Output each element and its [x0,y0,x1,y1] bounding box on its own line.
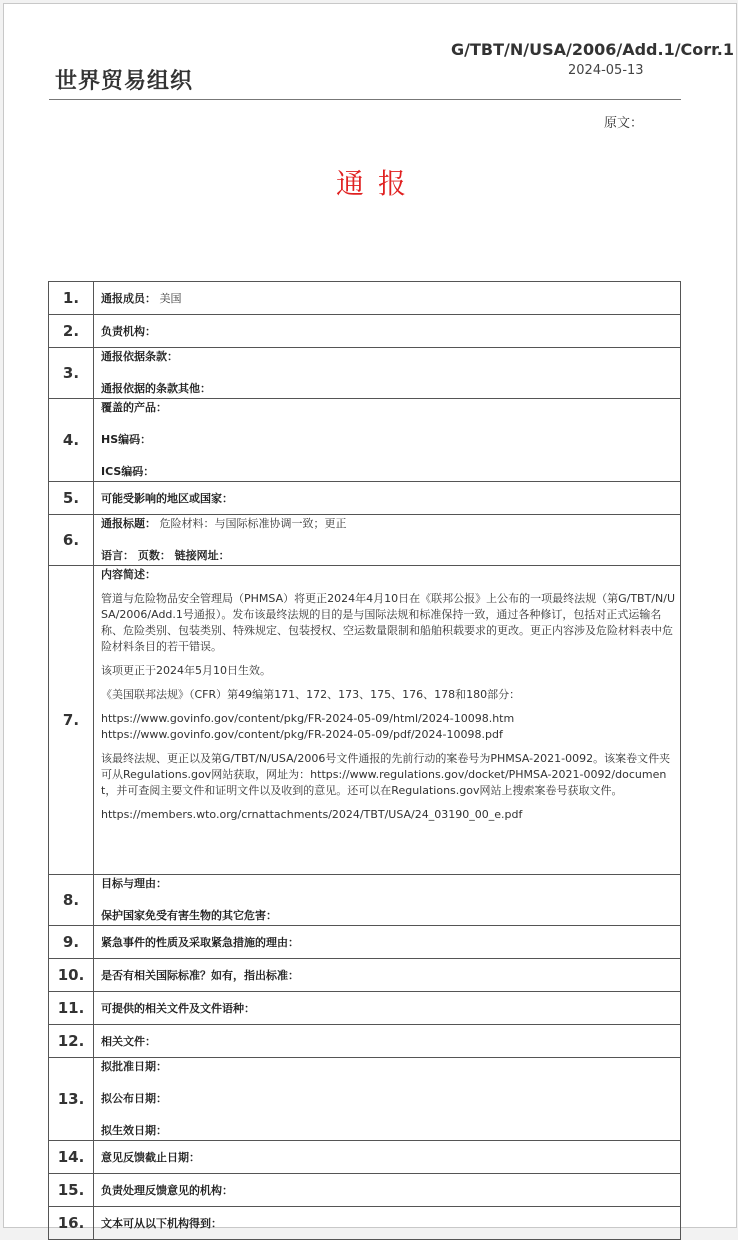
link-group [101,711,678,743]
row-content [94,1174,681,1207]
field-value: 美国 [159,292,182,305]
table-row [49,875,681,926]
org-name: 世界贸易组织 [55,69,194,94]
field-label: 相关文件： [101,1035,156,1048]
table-row [49,348,681,399]
table-row [49,1207,681,1240]
spacer [101,416,680,432]
docket-paragraph: 该最终法规、更正以及第G/TBT/N/USA/2006号文件通报的先前行动的案卷号为PHMSA-2021-0092。该案卷文件夹可从Regulations.gov网站获取，网址为：https://www.regulations.gov/docket/PHMSA-2021-0092/document，并可查阅主要文件和证明文件以及收到的意见。还可以在Regulations.gov网站上搜索案卷号获取文件。 [101,752,671,797]
field-label: 紧急事件的性质及采取紧急措施的理由： [101,936,299,949]
spacer [101,1107,680,1123]
table-row [49,992,681,1025]
spacer [101,532,680,548]
field-label: 文本可从以下机构得到： [101,1217,222,1230]
original-language: 原文： [604,116,644,131]
notification-table [48,281,681,1240]
row-content [94,399,681,482]
field-label: 通报依据条款： [101,350,178,363]
row-content [94,515,681,566]
link-html[interactable]: https://www.govinfo.gov/content/pkg/FR-2024-05-09/html/2024-10098.htm [101,712,515,725]
table-row [49,959,681,992]
row-number: 7. [49,566,94,875]
row-number: 3. [49,348,94,399]
table-row [49,282,681,315]
field-label: 负责机构： [101,325,156,338]
title-line [101,516,680,532]
row-number: 14. [49,1141,94,1174]
spacer [101,1075,680,1091]
field-label: 拟生效日期： [101,1124,167,1137]
field-label: HS编码： [101,433,152,446]
row-number: 12. [49,1025,94,1058]
row-number: 15. [49,1174,94,1207]
table-row [49,515,681,566]
field-label: 目标与理由： [101,877,167,890]
table-row [49,926,681,959]
row-content [94,1025,681,1058]
field-label: 拟批准日期： [101,1060,167,1073]
row-number: 4. [49,399,94,482]
row-content [94,1141,681,1174]
field-label: 通报标题： [101,517,156,530]
notice-title: 通报 [335,167,420,200]
field-label: 意见反馈截止日期： [101,1151,200,1164]
field-label: 是否有相关国际标准？如有，指出标准： [101,969,299,982]
field-label: 可提供的相关文件及文件语种： [101,1002,255,1015]
document-symbol: G/TBT/N/USA/2006/Add.1/Corr.1 [451,40,734,59]
field-label: 通报成员： [101,292,156,305]
row-content [94,992,681,1025]
table-row [49,1025,681,1058]
field-label: 语言： 页数： 链接网址： [101,549,230,562]
row-number: 16. [49,1207,94,1240]
link-attachment[interactable]: https://members.wto.org/crnattachments/2024/TBT/USA/24_03190_00_e.pdf [101,808,523,821]
row-content [94,926,681,959]
field-label: ICS编码： [101,465,155,478]
row-number: 13. [49,1058,94,1141]
row-content [94,875,681,926]
row-content [94,348,681,399]
row-number: 5. [49,482,94,515]
row-number: 11. [49,992,94,1025]
row-content [94,566,681,875]
table-row [49,1058,681,1141]
row-content [94,1058,681,1141]
field-value: 危险材料：与国际标准协调一致；更正 [159,517,347,530]
row-content [94,959,681,992]
field-label: 拟公布日期： [101,1092,167,1105]
document-date: 2024-05-13 [568,63,644,78]
field-label: 通报依据的条款其他： [101,382,211,395]
row-number: 8. [49,875,94,926]
table-row [49,399,681,482]
field-label: 保护国家免受有害生物的其它危害： [101,909,277,922]
field-label: 负责处理反馈意见的机构： [101,1184,233,1197]
field-label: 可能受影响的地区或国家： [101,492,233,505]
link-pdf[interactable]: https://www.govinfo.gov/content/pkg/FR-2024-05-09/pdf/2024-10098.pdf [101,728,503,741]
row-content [94,482,681,515]
table-row [49,1174,681,1207]
spacer [101,892,680,908]
row-content [94,282,681,315]
row-content [94,315,681,348]
effective-date-paragraph: 该项更正于2024年5月10日生效。 [101,664,271,677]
table-row [49,315,681,348]
row-number: 9. [49,926,94,959]
row-number: 6. [49,515,94,566]
table-row [49,482,681,515]
header-divider [49,99,681,100]
table-row [49,566,681,875]
spacer [101,365,680,381]
cfr-paragraph: 《美国联邦法规》（CFR）第49编第171、172、173、175、176、178和180部分： [101,688,521,701]
table-row [49,1141,681,1174]
row-content [94,1207,681,1240]
field-label: 内容简述： [101,568,156,581]
spacer [101,448,680,464]
description-paragraph: 管道与危险物品安全管理局（PHMSA）将更正2024年4月10日在《联邦公报》上公布的一项最终法规（第G/TBT/N/USA/2006/Add.1号通报）。发布该最终法规的目的是与国际法规和标准保持一致，通过各种修订，包括对正式运输名称、危险类别、包装类别、特殊规定、包装授权、空运数量限制和船舶积载要求的更改。更正内容涉及危险材料表中危险材料条目的若干错误。 [101,592,676,653]
document-page [3,3,737,1232]
row-number: 2. [49,315,94,348]
field-label: 覆盖的产品： [101,401,167,414]
row-number: 10. [49,959,94,992]
row-number: 1. [49,282,94,315]
